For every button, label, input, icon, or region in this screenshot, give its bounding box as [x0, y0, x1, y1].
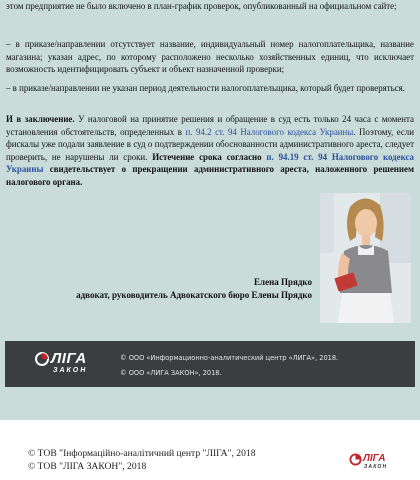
tax-code-link-94-2[interactable]: п. 94.2 ст. 94 Налогового кодекса Украины — [185, 126, 354, 137]
footer-copyright-1: © ООО «Информационно-аналитический центр «ЛИГА», 2018. — [120, 354, 339, 362]
paragraph-3: – в приказе/направлении не указан период деятельности налогоплательщика, который будет проверяться. — [6, 83, 405, 93]
liga-zakon-logo[interactable] — [33, 350, 113, 380]
footer-band — [5, 341, 415, 387]
liga-logo-icon — [35, 352, 49, 366]
page-copyright-2: © ТОВ "ЛІГА ЗАКОН", 2018 — [28, 461, 147, 472]
logo-liga-text: ЛІГА — [51, 350, 87, 367]
page-footer-logo-liga: ЛІГА — [363, 453, 386, 464]
conclusion-bold-2: свидетельствует о прекращении административного ареста, наложенного решением налогового органа. — [6, 164, 414, 187]
footer-copyright-2: © ООО «ЛИГА ЗАКОН», 2018. — [120, 369, 222, 377]
paragraph-1: этом предприятие не было включено в план-график проверок, опубликованный на официальном сайте; — [6, 1, 397, 11]
conclusion-bold-1: Истечение срока согласно — [152, 151, 267, 162]
page-footer-logo-zakon: ЗАКОН — [364, 464, 388, 470]
author-title: адвокат, руководитель Адвокатского бюро Елены Прядко — [76, 289, 312, 300]
conclusion-lead: И в заключение. — [6, 114, 75, 124]
author-photo — [320, 193, 411, 323]
page-copyright-1: © ТОВ "Інформаційно-аналітичний центр "ЛІГА", 2018 — [28, 448, 256, 459]
page-footer-logo[interactable] — [349, 453, 399, 473]
author-signature — [76, 276, 312, 301]
logo-zakon-text: ЗАКОН — [53, 367, 88, 374]
page-footer-logo-icon — [349, 453, 362, 466]
conclusion-text-2: . Поэтому, если фискалы уже подали заявление в суд о подтверждении обоснованности административного ареста, следует проверить, не нарушены ли сроки. — [6, 126, 414, 162]
author-portrait-illustration — [320, 193, 411, 323]
author-name: Елена Прядко — [254, 277, 312, 287]
conclusion-paragraph — [6, 113, 414, 189]
paragraph-2: – в приказе/направлении отсутствует название, индивидуальный номер налогоплательщика, название магазина; указан адрес, по которому расположено несколько хозяйственных единиц, что исключает возможность идентифицировать субъект и объект назначенной проверки; — [6, 39, 414, 75]
conclusion-text-1: У налоговой на принятие решения и обращение в суд есть только 24 часа с момента установления обстоятельств, определенных в — [6, 114, 414, 137]
tax-code-link-94-19[interactable]: п. 94.19 ст. 94 Налогового кодекса Украины — [6, 151, 414, 175]
